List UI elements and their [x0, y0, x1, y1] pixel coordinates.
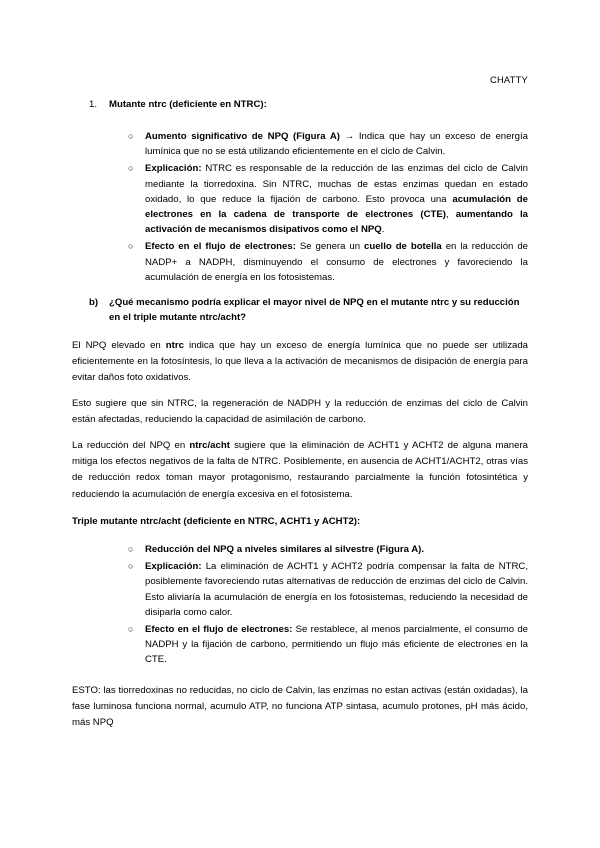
- paragraph-3: [72, 438, 528, 503]
- bullet-bold-text: acumulación de electrones en la cadena de transporte de electrones (CTE): [145, 193, 528, 221]
- paragraph-bold-text: ntrc/acht: [189, 440, 230, 451]
- list-item: [128, 559, 528, 620]
- bullet-bold-text: Efecto en el flujo de electrones:: [145, 241, 296, 253]
- paragraph-text: La reducción del NPQ en: [72, 440, 190, 451]
- hollow-circle-bullet-icon: ○: [128, 624, 134, 635]
- hollow-circle-bullet-icon: ○: [128, 544, 134, 554]
- hollow-circle-bullet-icon: ○: [128, 131, 134, 141]
- bullet-text: en la reducción de NADP+ a NADPH, disminuyendo el consumo de electrones y favoreciendo la acumulación de energía en los fotosistemas.: [145, 241, 528, 283]
- section1-heading: [89, 99, 267, 110]
- list-item: [128, 622, 528, 668]
- bullet-bold-text: Aumento significativo de NPQ (Figura A): [145, 131, 340, 142]
- bullet-text: ,: [445, 209, 456, 221]
- hollow-circle-bullet-icon: ○: [128, 241, 134, 252]
- bullet-bold-text: cuello de botella: [364, 241, 442, 253]
- bullet-text: Se genera un: [295, 241, 365, 253]
- paragraph-text: indica que hay un exceso de energía lumínica que no puede ser utilizada eficientemente en la fotosíntesis, lo que lleva a la activación de mecanismos de disipación de energía para evitar daños foto oxidativos.: [72, 340, 528, 384]
- section1-title: Mutante ntrc (deficiente en NTRC):: [109, 99, 267, 110]
- list-item: [128, 542, 528, 557]
- bullet-bold-text: Explicación:: [145, 163, 202, 175]
- bullet-bold-text: Reducción del NPQ a niveles similares al silvestre (Figura A).: [145, 544, 425, 555]
- bullet-text: → Indica que hay un exceso de energía lumínica que no se está utilizando eficientemente en el ciclo de Calvin.: [145, 131, 528, 158]
- paragraph-text: El NPQ elevado en: [72, 340, 166, 351]
- paragraph-bold-text: ntrc: [165, 340, 184, 351]
- section1-bullet-list: [128, 129, 528, 287]
- bullet-text: .: [381, 224, 385, 236]
- question-b-label: b): [89, 297, 99, 308]
- section2-bullet-list: [128, 542, 528, 670]
- bullet-text: Se restablece, al menos parcialmente, el consumo de NADPH y la fijación de carbono, permitiendo un flujo más eficiente de electrones en la CTE.: [145, 624, 528, 666]
- bullet-text: NTRC es responsable de la reducción de las enzimas del ciclo de Calvin mediante la tiorredoxina. Sin NTRC, muchas de estas enzimas quedan en estado oxidado, lo que reduce la fijación de carbono. Esto provoca una: [145, 163, 528, 205]
- section1-number: 1.: [89, 99, 98, 110]
- author-header: CHATTY: [489, 74, 528, 85]
- question-b: [89, 295, 528, 325]
- list-item: [128, 239, 528, 285]
- paragraph-text: sugiere que la eliminación de ACHT1 y ACHT2 de alguna manera mitiga los efectos negativos de la falta de NTRC. Posiblemente, en ausencia de ACHT1/ACHT2, otras vías de reducción redox toman mayor protagonismo, restaurando parcialmente la función fotosintética y reduciendo la acumulación de energía excesiva en el fotosistema.: [72, 440, 528, 500]
- hollow-circle-bullet-icon: ○: [128, 561, 134, 572]
- paragraph-1: [72, 338, 528, 387]
- section2-heading: Triple mutante ntrc/acht (deficiente en NTRC, ACHT1 y ACHT2):: [72, 516, 361, 527]
- note-paragraph: ESTO: las tiorredoxinas no reducidas, no ciclo de Calvin, las enzimas no estan activas (están oxidadas), la fase luminosa funciona normal, acumulo ATP, no funciona ATP sintasa, acumulo protones, pH más ácido, más NPQ: [72, 685, 528, 729]
- bullet-bold-text: Efecto en el flujo de electrones:: [145, 624, 293, 636]
- paragraph-2: Esto sugiere que sin NTRC, la regeneración de NADPH y la reducción de enzimas del ciclo de Calvin están afectadas, reduciendo la capacidad de asimilación de carbono.: [72, 398, 528, 426]
- list-item: [128, 129, 528, 159]
- question-b-text: ¿Qué mecanismo podría explicar el mayor nivel de NPQ en el mutante ntrc y su reducción en el triple mutante ntrc/acht?: [109, 297, 520, 324]
- bullet-bold-text: aumentando la activación de mecanismos disipativos como el NPQ: [145, 209, 528, 236]
- bullet-text: La eliminación de ACHT1 y ACHT2 podría compensar la falta de NTRC, posiblemente favoreciendo rutas alternativas de reducción de enzimas del ciclo de Calvin. Esto aliviaría la acumulación de energía en los fotosistemas, reduciendo la necesidad de disiparla como calor.: [145, 561, 528, 618]
- list-item: [128, 161, 528, 237]
- hollow-circle-bullet-icon: ○: [128, 163, 134, 174]
- bullet-bold-text: Explicación:: [145, 561, 202, 573]
